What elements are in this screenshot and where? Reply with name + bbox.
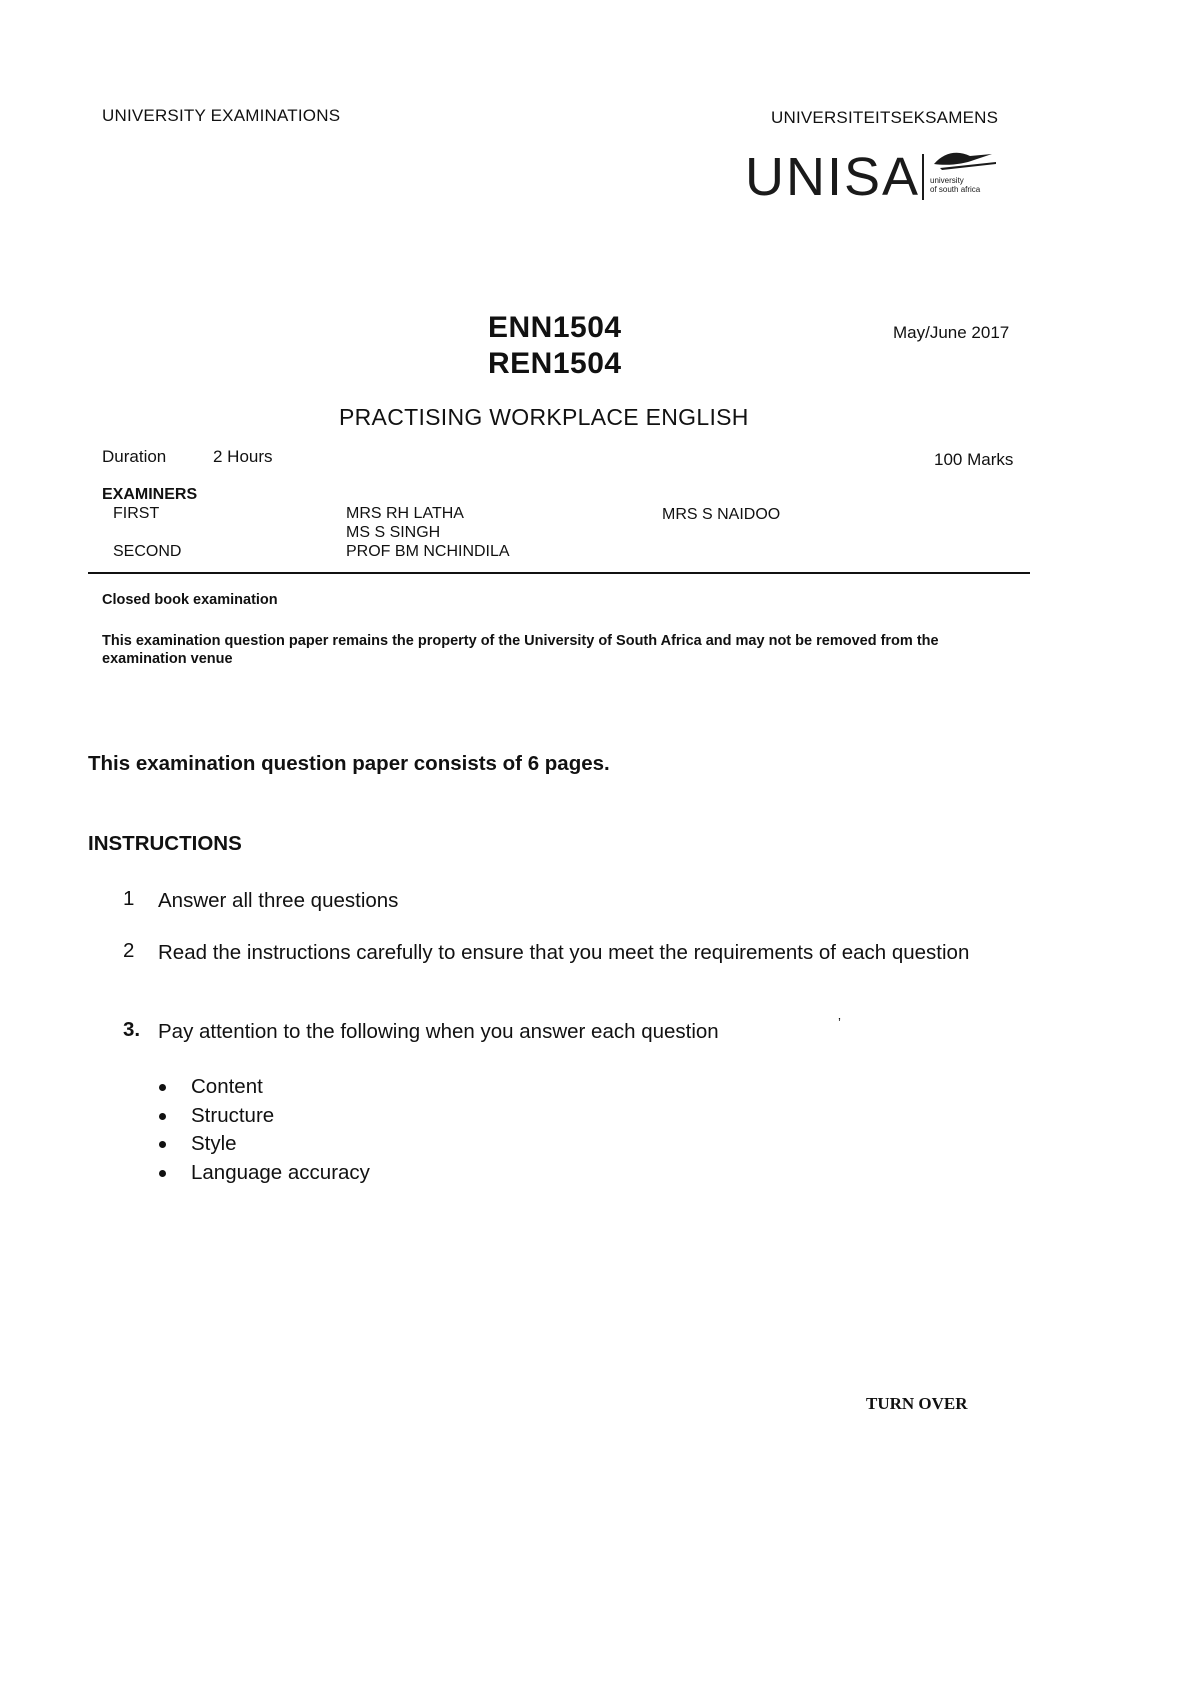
criteria-item: Style — [191, 1132, 237, 1155]
criteria-item: Language accuracy — [191, 1160, 370, 1184]
closed-book-notice: Closed book examination — [102, 592, 278, 608]
stray-mark: ’ — [838, 1015, 841, 1030]
list-item — [155, 1102, 370, 1131]
logo-subtitle-line1: university — [930, 176, 964, 185]
header-left-title: UNIVERSITY EXAMINATIONS — [102, 106, 341, 125]
bullet-icon — [159, 1113, 166, 1120]
duration-value: 2 Hours — [213, 447, 273, 466]
list-item — [155, 1130, 370, 1159]
first-examiner-name-col2: MRS S NAIDOO — [662, 506, 781, 523]
page-count-statement: This examination question paper consists of 6 pages. — [88, 752, 610, 775]
instructions-heading: INSTRUCTIONS — [88, 832, 242, 855]
instruction-text: Read the instructions carefully to ensure that you meet the requirements of each question — [158, 941, 970, 964]
exam-date: May/June 2017 — [893, 323, 1010, 342]
first-examiner-name: MRS RH LATHA — [346, 505, 464, 522]
bullet-icon — [159, 1170, 166, 1177]
list-item — [155, 1073, 370, 1102]
criteria-item: Structure — [191, 1103, 275, 1127]
total-marks: 100 Marks — [934, 450, 1014, 469]
first-examiner-name: MS S SINGH — [346, 524, 441, 541]
turn-over-note: TURN OVER — [866, 1394, 968, 1413]
criteria-item: Content — [191, 1075, 263, 1098]
list-item — [155, 1159, 370, 1188]
instruction-number: 1 — [123, 887, 135, 910]
property-notice: This examination question paper remains the property of the University of South Africa and may not be removed from the examination venue — [102, 633, 939, 667]
examiners-label: EXAMINERS — [102, 486, 198, 503]
unisa-logo — [745, 148, 1015, 206]
duration-label: Duration — [102, 447, 167, 466]
header-right-title: UNIVERSITEITSEKSAMENS — [771, 108, 999, 127]
instruction-text: Answer all three questions — [158, 889, 399, 912]
instruction-number: 3. — [123, 1018, 141, 1041]
course-code-primary: ENN1504 — [488, 311, 622, 344]
logo-subtitle-line2: of south africa — [930, 185, 981, 194]
criteria-list — [155, 1073, 370, 1187]
course-title: PRACTISING WORKPLACE ENGLISH — [339, 404, 749, 430]
bullet-icon — [159, 1141, 166, 1148]
second-examiner-name: PROF BM NCHINDILA — [346, 543, 510, 560]
instruction-text: Pay attention to the following when you answer each question — [158, 1020, 719, 1043]
first-examiners-label: FIRST — [113, 505, 160, 522]
course-code-secondary: REN1504 — [488, 347, 622, 380]
bullet-icon — [159, 1084, 166, 1091]
instruction-number: 2 — [123, 939, 135, 962]
logo-emblem-icon — [930, 148, 1000, 174]
second-examiner-label: SECOND — [113, 543, 182, 560]
logo-wordmark: UNISA — [745, 147, 921, 207]
logo-divider — [922, 154, 924, 200]
logo-subtitle — [930, 176, 1000, 194]
header-divider — [88, 572, 1030, 574]
